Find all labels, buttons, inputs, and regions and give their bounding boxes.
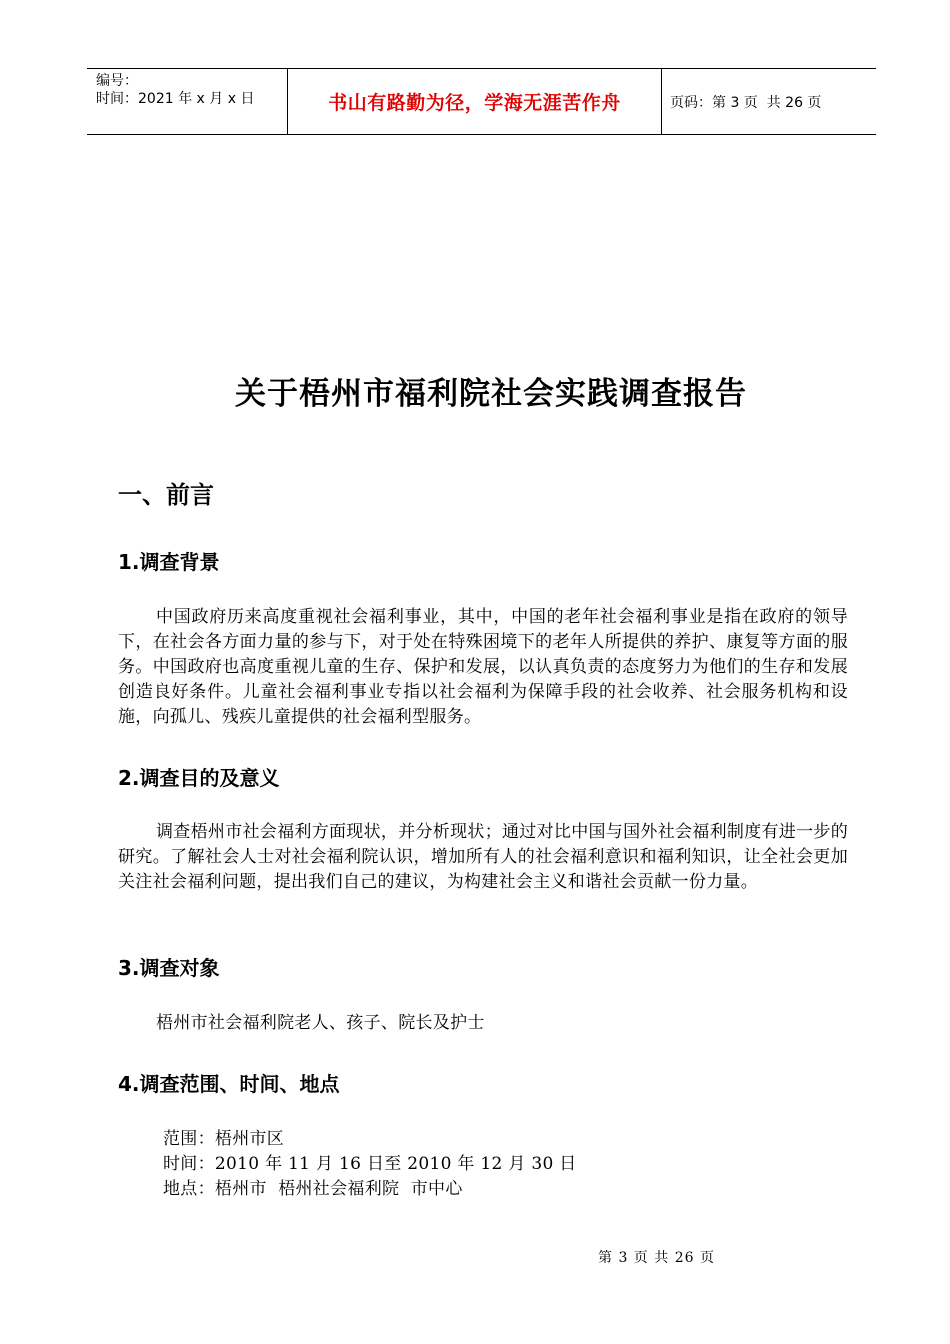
header-page-cell [662, 69, 876, 134]
sub-heading-purpose: 2.调查目的及意义 [118, 766, 280, 790]
paragraph-purpose: 调查梧州市社会福利方面现状，并分析现状；通过对比中国与国外社会福利制度有进一步的研究。了解社会人士对社会福利院认识，增加所有人的社会福利意识和福利知识，让全社会更加关注社会福利问题，提出我们自己的建议，为构建社会主义和谐社会贡献一份力量。 [118, 822, 848, 892]
header-meta-cell [87, 69, 288, 134]
number-label: 编号： [96, 73, 138, 89]
document-title: 关于梧州市福利院社会实践调查报告 [235, 376, 747, 412]
page-footer: 第 3 页 共 26 页 [598, 1250, 715, 1266]
place-line: 地点：梧州市 梧州社会福利院 市中心 [163, 1179, 463, 1199]
time-line: 时间：2010 年 11 月 16 日至 2010 年 12 月 30 日 [163, 1154, 577, 1174]
header-motto-cell [288, 69, 662, 134]
time-label: 时间：2021 年 x 月 x 日 [96, 91, 255, 107]
page-header [87, 68, 876, 135]
paragraph-subjects: 梧州市社会福利院老人、孩子、院长及护士 [156, 1013, 485, 1033]
sub-heading-subjects: 3.调查对象 [118, 956, 220, 980]
sub-heading-background: 1.调查背景 [118, 550, 220, 574]
sub-heading-scope: 4.调查范围、时间、地点 [118, 1072, 340, 1096]
scope-line: 范围：梧州市区 [163, 1129, 285, 1149]
section-heading-preface: 一、前言 [118, 481, 214, 509]
header-page-label: 页码：第 3 页 共 26 页 [670, 94, 822, 111]
paragraph-background: 中国政府历来高度重视社会福利事业，其中，中国的老年社会福利事业是指在政府的领导下，在社会各方面力量的参与下，对于处在特殊困境下的老年人所提供的养护、康复等方面的服务。中国政府也高度重视儿童的生存、保护和发展，以认真负责的态度努力为他们的生存和发展创造良好条件。儿童社会福利事业专指以社会福利为保障手段的社会收养、社会服务机构和设施，向孤儿、残疾儿童提供的社会福利型服务。 [118, 607, 848, 727]
header-motto: 书山有路勤为径，学海无涯苦作舟 [328, 92, 621, 114]
